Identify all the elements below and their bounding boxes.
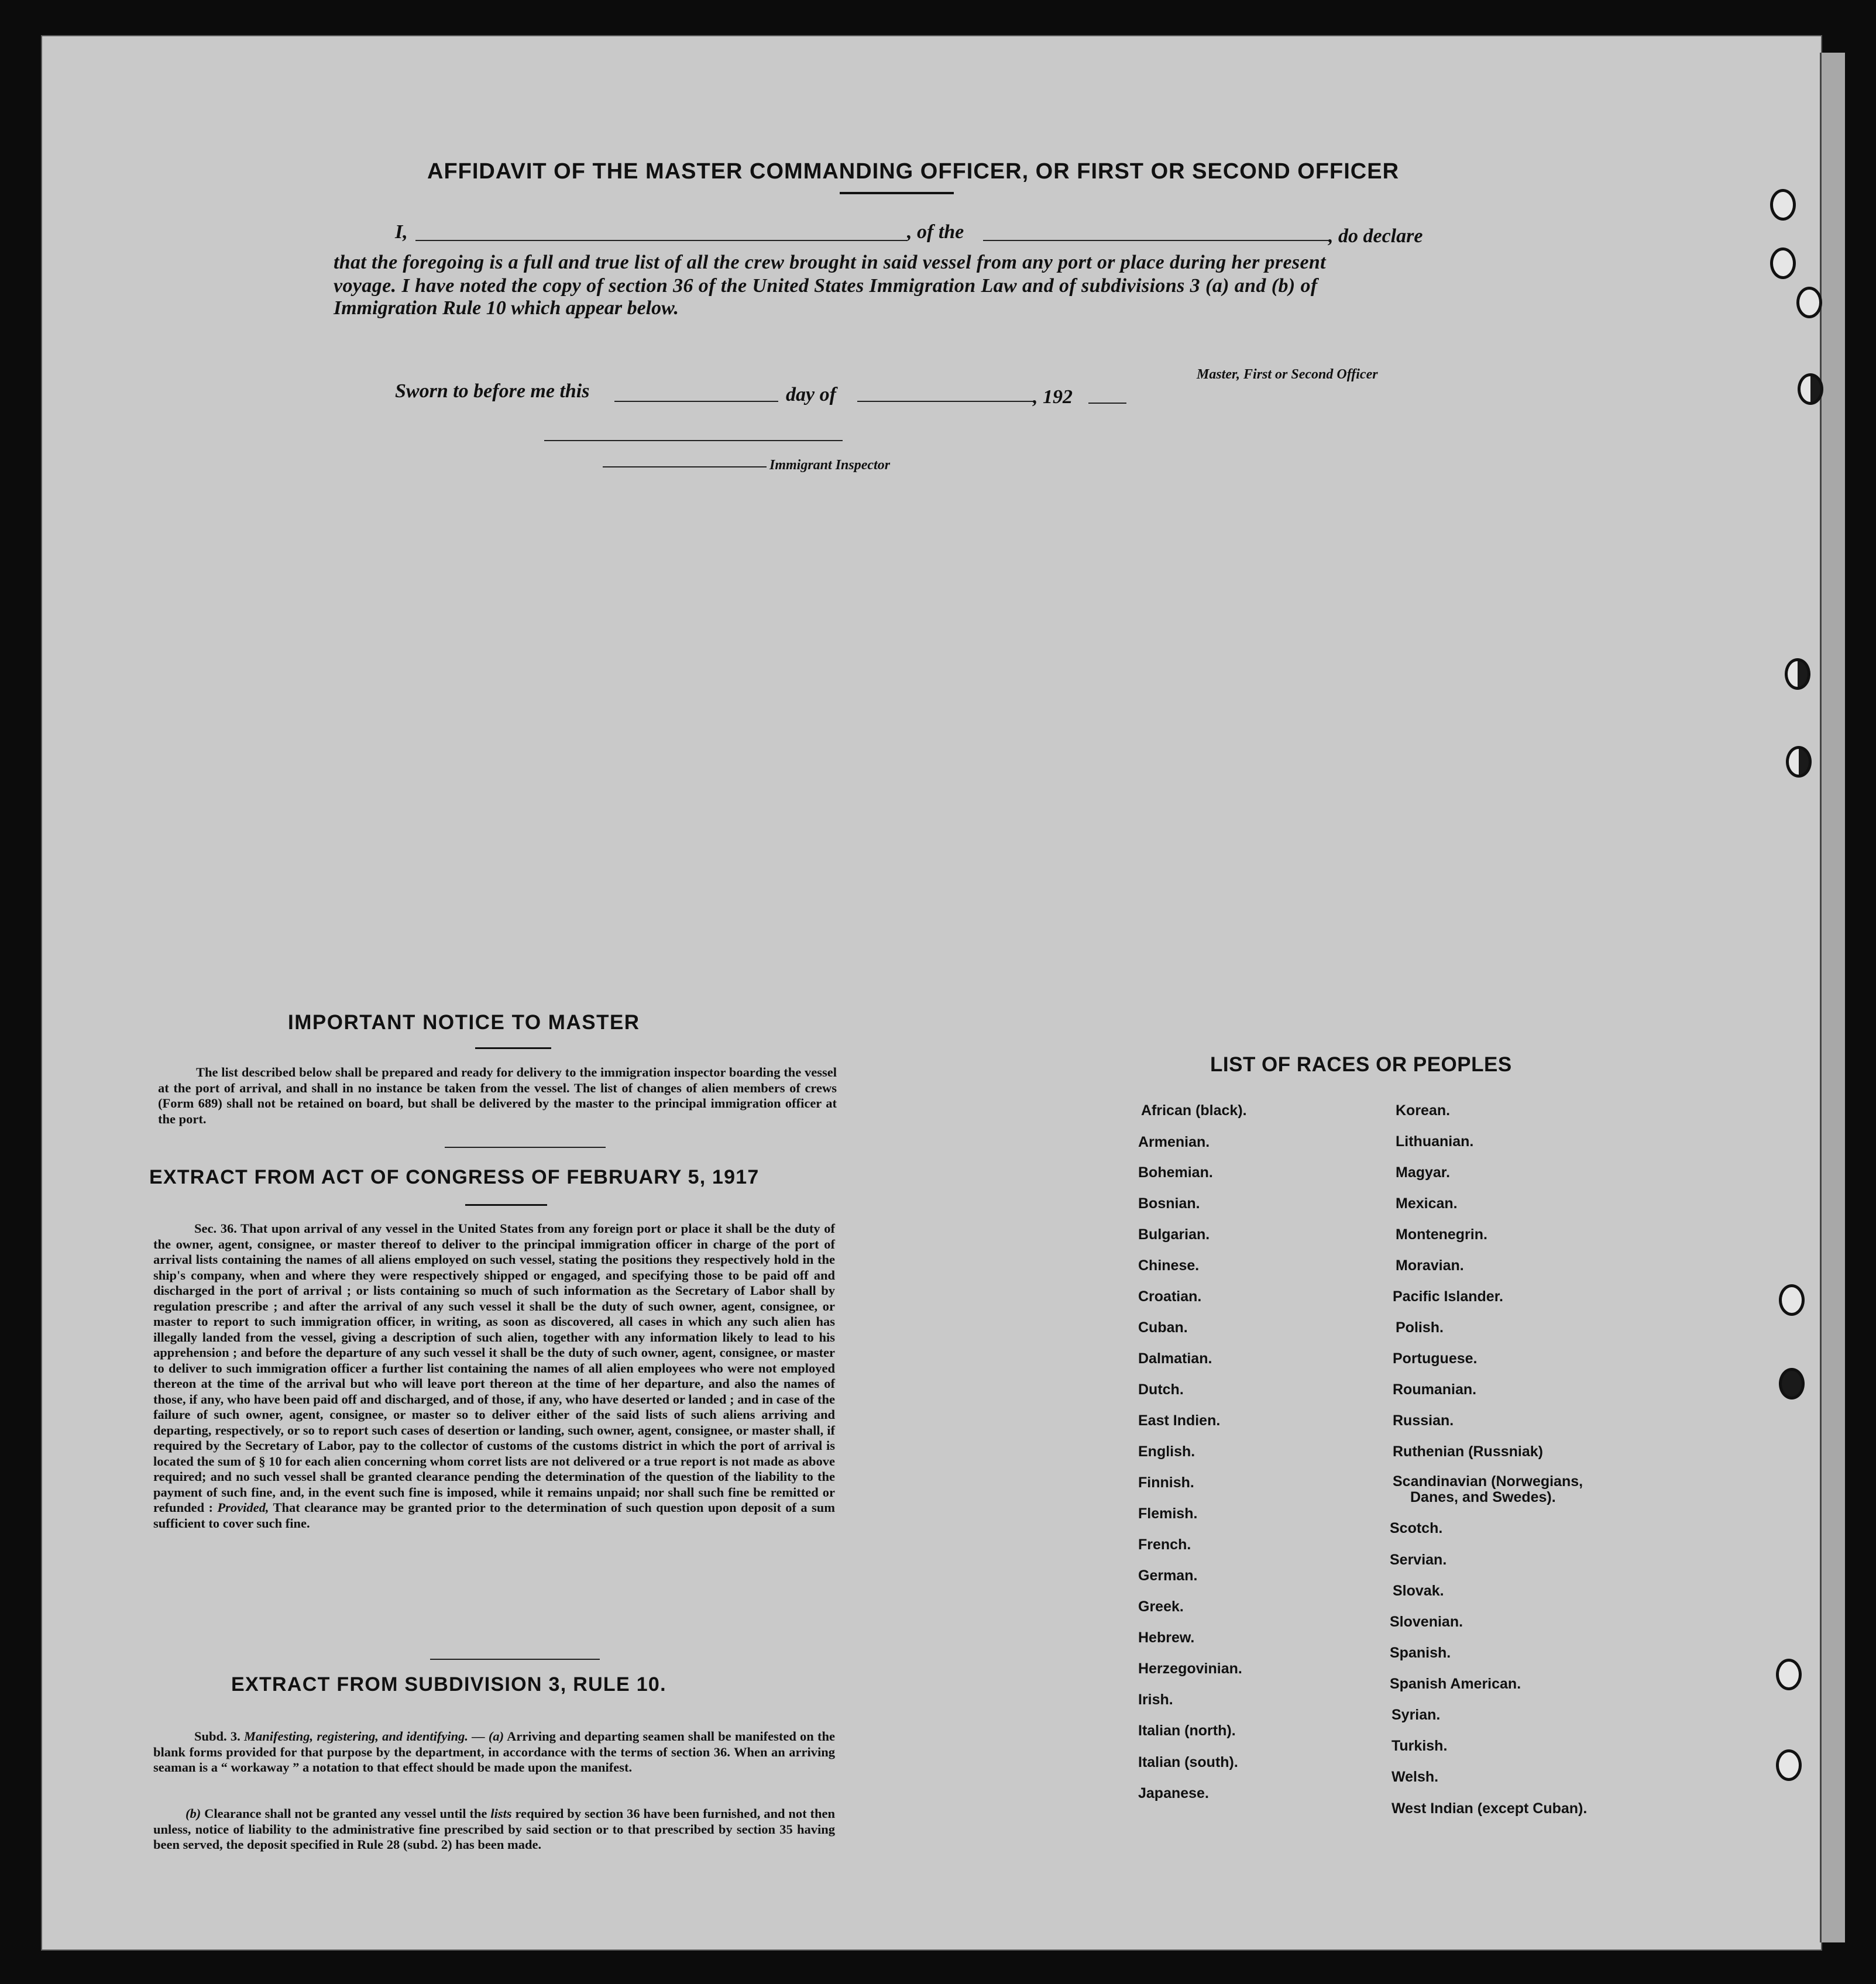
rule-subd-prefix: Subd. 3. [194, 1729, 240, 1744]
notice-underline [475, 1047, 551, 1049]
race-item: Irish. [1138, 1691, 1173, 1708]
race-item: Finnish. [1138, 1474, 1194, 1491]
race-item: Bosnian. [1138, 1195, 1200, 1212]
affidavit-line-4: Immigration Rule 10 which appear below. [334, 297, 679, 319]
binder-hole [1786, 746, 1812, 778]
race-item: Danes, and Swedes). [1410, 1489, 1556, 1505]
race-item: West Indian (except Cuban). [1391, 1800, 1588, 1817]
binder-hole [1785, 658, 1810, 690]
officer-signature-caption: Master, First or Second Officer [1197, 367, 1378, 382]
race-item: Spanish American. [1390, 1676, 1521, 1692]
binder-hole [1776, 1659, 1802, 1690]
binder-hole [1796, 287, 1822, 318]
race-item: Armenian. [1138, 1134, 1210, 1150]
inspector-line-short [603, 466, 767, 467]
race-item: Scotch. [1390, 1520, 1443, 1536]
race-item: Italian (south). [1138, 1754, 1238, 1770]
document-page [41, 35, 1822, 1951]
race-item: Herzegovinian. [1138, 1660, 1242, 1677]
rule-subd-b-body-1: Clearance shall not be granted any vessel until the [204, 1806, 487, 1821]
race-item: Dalmatian. [1138, 1350, 1212, 1367]
race-item: Hebrew. [1138, 1629, 1195, 1646]
rule-title: EXTRACT FROM SUBDIVISION 3, RULE 10. [231, 1673, 666, 1696]
race-item: Portuguese. [1393, 1350, 1478, 1367]
day-blank-line [614, 401, 778, 402]
notice-divider [445, 1147, 606, 1148]
race-item: Cuban. [1138, 1319, 1188, 1336]
race-item: Dutch. [1138, 1381, 1184, 1398]
vessel-blank-line [983, 240, 1328, 241]
race-item: Moravian. [1396, 1257, 1464, 1274]
inspector-caption: Immigrant Inspector [769, 458, 891, 473]
affidavit-declare: , do declare [1328, 225, 1423, 247]
rule-subd-b-body-2: required by section 36 have been furnished, and not then unless, notice of liability to the administrative fine prescribed by said section or to that prescribed by section 35 having been served, the deposit specified in Rule 28 (subd. 2) has been made. [153, 1806, 836, 1852]
act-text-start: Sec. 36. That upon arrival of any vessel in the United States from any foreign port or place it shall be the duty of the owner, agent, consignee, or master thereof to deliver to the principal immigration officer in charge of the port of arrival lists containing the names of all aliens employed on such vessel, stating the positions they respectively hold in the ship's company, when and where they were respectively shipped or engaged, and specifying those to be paid off and discharged in the port of arrival ; or lists containing so much of such information as the Secretary of Labor shall by regulation prescribe ; and after the arrival of any such vessel it shall be the duty of such owner, agent, consignee, or master to report to such immigration officer, in writing, as soon as discovered, all cases in which any such alien has illegally landed from the vessel, giving a description of such alien, together with any information likely to lead to his apprehension ; and before the departure of any such vessel it shall be the duty of such owner, agent, consignee, or master to deliver to such immigration officer a further list containing the names of all alien employees who were not employed thereon at the time of the arrival but who will leave port thereon at the time of her departure, and also the names of those, if any, who have been paid off and discharged, and of those, if any, who have deserted or landed ; and in case of the failure of such owner, agent, consignee, or master so to deliver either of the said lists of such aliens arriving and departing, respectively, or so to report such cases of desertion or landing, such owner, agent, consignee, or master shall, if required by the Secretary of Labor, pay to the collector of customs of the customs district in which the port of arrival is located the sum of § 10 for each alien concerning whom corret lists are not delivered or a true report is not made as above required; and no such vessel shall be granted clearance pending the determination of the question of the liability to the payment of such fine, and, in the event such fine is imposed, while it remains unpaid; nor shall such fine be remitted or refunded : [153, 1221, 835, 1515]
race-item: Greek. [1138, 1598, 1184, 1615]
rule-subd-b-text [153, 1806, 835, 1853]
race-item: Flemish. [1138, 1505, 1198, 1522]
notice-title: IMPORTANT NOTICE TO MASTER [288, 1011, 640, 1034]
race-item: Syrian. [1391, 1707, 1441, 1723]
race-item: Korean. [1396, 1102, 1451, 1119]
race-item: Russian. [1393, 1412, 1454, 1429]
rule-subd-a-text [153, 1729, 835, 1776]
month-blank-line [857, 401, 1033, 402]
race-item: Pacific Islander. [1393, 1288, 1503, 1305]
race-item: Chinese. [1138, 1257, 1200, 1274]
inspector-signature-line [544, 440, 843, 441]
races-title: LIST OF RACES OR PEOPLES [1210, 1053, 1512, 1076]
race-item: Montenegrin. [1396, 1226, 1487, 1243]
rule-subd-b-lists: lists [490, 1806, 512, 1821]
race-item: Japanese. [1138, 1785, 1209, 1801]
day-of-text: day of [786, 384, 836, 405]
underlying-sheet-edge [1820, 53, 1845, 1942]
year-prefix: , 192 [1033, 386, 1073, 408]
race-item: Welsh. [1391, 1769, 1439, 1785]
race-item: Turkish. [1391, 1738, 1448, 1754]
sworn-text: Sworn to before me this [395, 380, 590, 402]
race-item: Croatian. [1138, 1288, 1202, 1305]
rule-subd-b-heading: (b) [185, 1806, 201, 1821]
race-item: Scandinavian (Norwegians, [1393, 1473, 1583, 1490]
race-item: Mexican. [1396, 1195, 1458, 1212]
binder-hole [1770, 247, 1796, 279]
race-item: Roumanian. [1393, 1381, 1477, 1398]
race-item: Ruthenian (Russniak) [1393, 1443, 1543, 1460]
race-item: Slovak. [1393, 1583, 1444, 1599]
race-item: English. [1138, 1443, 1195, 1460]
binder-hole [1779, 1284, 1805, 1316]
act-underline [465, 1204, 547, 1206]
race-item: Servian. [1390, 1552, 1447, 1568]
act-divider [430, 1659, 600, 1660]
race-item: Bohemian. [1138, 1164, 1213, 1181]
race-item: East Indien. [1138, 1412, 1221, 1429]
affidavit-of-the: , of the [907, 221, 964, 243]
affidavit-line-3: voyage. I have noted the copy of section 36 of the United States Immigration Law and of subdivisions 3 (a) and (b) of [334, 275, 1318, 297]
race-item: Italian (north). [1138, 1722, 1236, 1739]
affidavit-i: I, [395, 221, 408, 243]
race-item: Magyar. [1396, 1164, 1451, 1181]
act-text-provided: Provided, [217, 1500, 269, 1515]
notice-text: The list described below shall be prepared and ready for delivery to the immigration inspector boarding the vessel at the port of arrival, and shall in no instance be taken from the vessel. The list of changes of alien members of crews (Form 689) shall not be retained on board, but shall be delivered by the master to the principal immigration officer at the port. [158, 1065, 837, 1126]
race-item: African (black). [1141, 1102, 1247, 1119]
race-item: Spanish. [1390, 1645, 1451, 1661]
race-item: Lithuanian. [1396, 1133, 1474, 1150]
affidavit-line-2: that the foregoing is a full and true list of all the crew brought in said vessel from any port or place during her present [334, 252, 1326, 273]
race-item: Polish. [1396, 1319, 1444, 1336]
race-item: German. [1138, 1567, 1198, 1584]
rule-subd-a-body: Arriving and departing seamen shall be manifested on the blank forms provided for that purpose by the department, in accordance with the terms of section 36. When an arriving seaman is a “ workaway ” a notation to that effect should be made upon the manifest. [153, 1729, 835, 1775]
binder-hole [1779, 1368, 1805, 1400]
act-text-end: That clearance may be granted prior to the determination of such question upon deposit of a sum sufficient to cover such fine. [153, 1500, 836, 1531]
binder-hole [1770, 189, 1796, 221]
act-section-36-text [153, 1221, 835, 1531]
binder-hole [1798, 373, 1823, 405]
name-blank-line [415, 240, 907, 241]
race-item: Bulgarian. [1138, 1226, 1210, 1243]
affidavit-title: AFFIDAVIT OF THE MASTER COMMANDING OFFICER, OR FIRST OR SECOND OFFICER [427, 159, 1400, 184]
rule-subd-heading: Manifesting, registering, and identifying. — (a) [243, 1729, 504, 1744]
title-underline [840, 192, 954, 194]
act-title: EXTRACT FROM ACT OF CONGRESS OF FEBRUARY 5, 1917 [149, 1166, 760, 1188]
race-item: Slovenian. [1390, 1614, 1463, 1630]
year-blank-line [1088, 403, 1126, 404]
binder-hole [1776, 1749, 1802, 1781]
race-item: French. [1138, 1536, 1191, 1553]
